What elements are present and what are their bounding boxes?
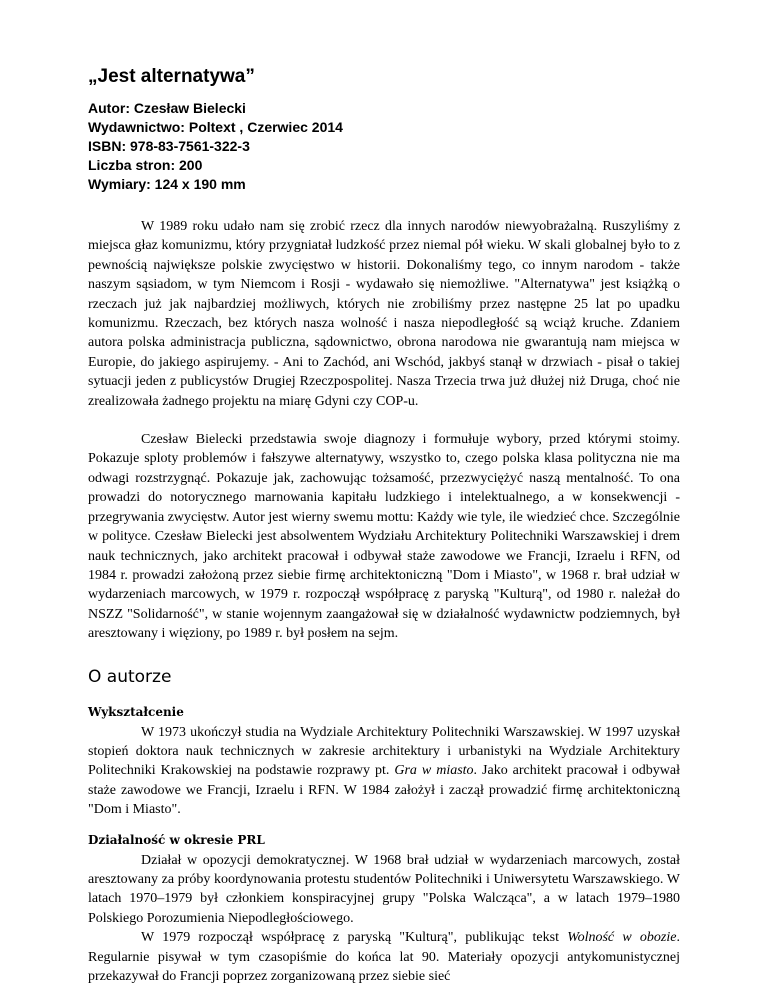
book-publisher: Wydawnictwo: Poltext , Czerwiec 2014 (88, 119, 343, 135)
prl-activity-section (88, 832, 680, 987)
prl-p2-text-start: W 1979 rozpoczął współpracę z paryską "Kulturą", publikując tekst (141, 930, 568, 946)
book-metadata (88, 99, 680, 194)
education-section (88, 704, 680, 820)
book-isbn: ISBN: 978-83-7561-322-3 (88, 138, 250, 154)
education-paragraph (88, 723, 680, 820)
article-title: Wolność w obozie (567, 930, 677, 946)
prl-activity-heading: Działalność w okresie PRL (88, 832, 265, 847)
book-page-count: Liczba stron: 200 (88, 157, 203, 173)
education-heading: Wykształcenie (88, 704, 184, 719)
description-paragraph-2: Czesław Bielecki przedstawia swoje diagnozy i formułuje wybory, przed którymi stoimy. Pokazuje sploty problemów i fałszywe alternatywy, wszystko to, czego polska klasa polityczna nie ma odwagi rozstrzygnąć. Pokazuje jak, zachowując tożsamość, przezwyciężyć naszą mentalność. To ona prowadzi do notorycznego marnowania kapitału ludzkiego i intelektualnego, a w konsekwencji - przegrywania zwycięstw. Autor jest wierny swemu mottu: Każdy wie tyle, ile wiedzieć chce. Szczególnie w polityce. Czesław Bielecki jest absolwentem Wydziału Architektury Politechniki Warszawskiej i drem nauk technicznych, jako architekt pracował i odbywał staże zawodowe we Francji, Izraelu i RFN, od 1984 r. prowadzi założoną przez siebie firmę architektoniczną "Dom i Miasto", w 1968 r. brał udział w wydarzeniach marcowych, w 1979 r. rozpoczął współpracę z paryską "Kulturą", od 1980 r. należał do NSZZ "Solidarność", w stanie wojennym zaangażował się w działalność wydawnictw podziemnych, był aresztowany i więziony, po 1989 r. był posłem na sejm. (88, 432, 680, 642)
prl-paragraph-2 (88, 928, 680, 986)
book-dimensions: Wymiary: 124 x 190 mm (88, 176, 246, 192)
description-paragraph-1: W 1989 roku udało nam się zrobić rzecz dla innych narodów niewyobrażalną. Ruszyliśmy z miejsca głaz komunizmu, który przygniatał ludzkość przez niemal pół wieku. W skali globalnej było to z pewnością największe polskie zwycięstwo w historii. Dokonaliśmy tego, co innym narodom - także naszym sąsiadom, w tym Niemcom i Rosji - wydawało się niemożliwe. "Alternatywa" jest książką o rzeczach już jak najbardziej możliwych, których nie zrobiliśmy przez następne 25 lat po upadku komunizmu. Rzeczach, bez których nasza wolność i nasza niepodległość są wciąż kruche. Zdaniem autora polska administracja publiczna, sądownictwo, obrona narodowa nie gwarantują nam miejsca w Europie, do jakiego aspirujemy. - Ani to Zachód, ani Wschód, jakbyś stanął w drzwiach - pisał o takiej sytuacji jeden z publicystów Drugiej Rzeczpospolitej. Nasza Trzecia trwa już dłużej niż Druga, choć nie zrealizowała żadnego projektu na miarę Gdyni czy COP-u. (88, 219, 680, 409)
dissertation-title: Gra w miasto (394, 763, 474, 779)
book-author: Autor: Czesław Bielecki (88, 100, 246, 116)
about-author-heading: O autorze (88, 666, 172, 687)
education-text-end: . Jako architekt pracował i odbywał staże zawodowe we Francji, Izraelu i RFN. W 1984 założył i zaczął prowadzić firmę architektoniczną "Dom i Miasto". (88, 763, 681, 818)
book-title: „Jest alternatywa” (88, 66, 255, 87)
education-text-start: W 1973 ukończył studia na Wydziale Architektury Politechniki Warszawskiej. W 1997 uzyskał stopień doktora nauk technicznych w zakresie architektury i urbanistyki na Wydziale Architektury Politechniki Krakowskiej na podstawie rozprawy pt. (88, 724, 680, 779)
prl-p2-text-end: . Regularnie pisywał w tym czasopiśmie do końca lat 90. Materiały opozycji antykomunistycznej przekazywał do Francji poprzez zorganizowaną przez siebie sieć (88, 930, 680, 984)
prl-paragraph-1: Działał w opozycji demokratycznej. W 1968 brał udział w wydarzeniach marcowych, został aresztowany za próby koordynowania protestu studentów Politechniki i Uniwersytetu Warszawskiego. W latach 1970–1979 był członkiem konspiracyjnej grupy "Polska Walcząca", a w latach 1979–1980 Polskiego Porozumienia Niepodległościowego. (88, 852, 680, 926)
